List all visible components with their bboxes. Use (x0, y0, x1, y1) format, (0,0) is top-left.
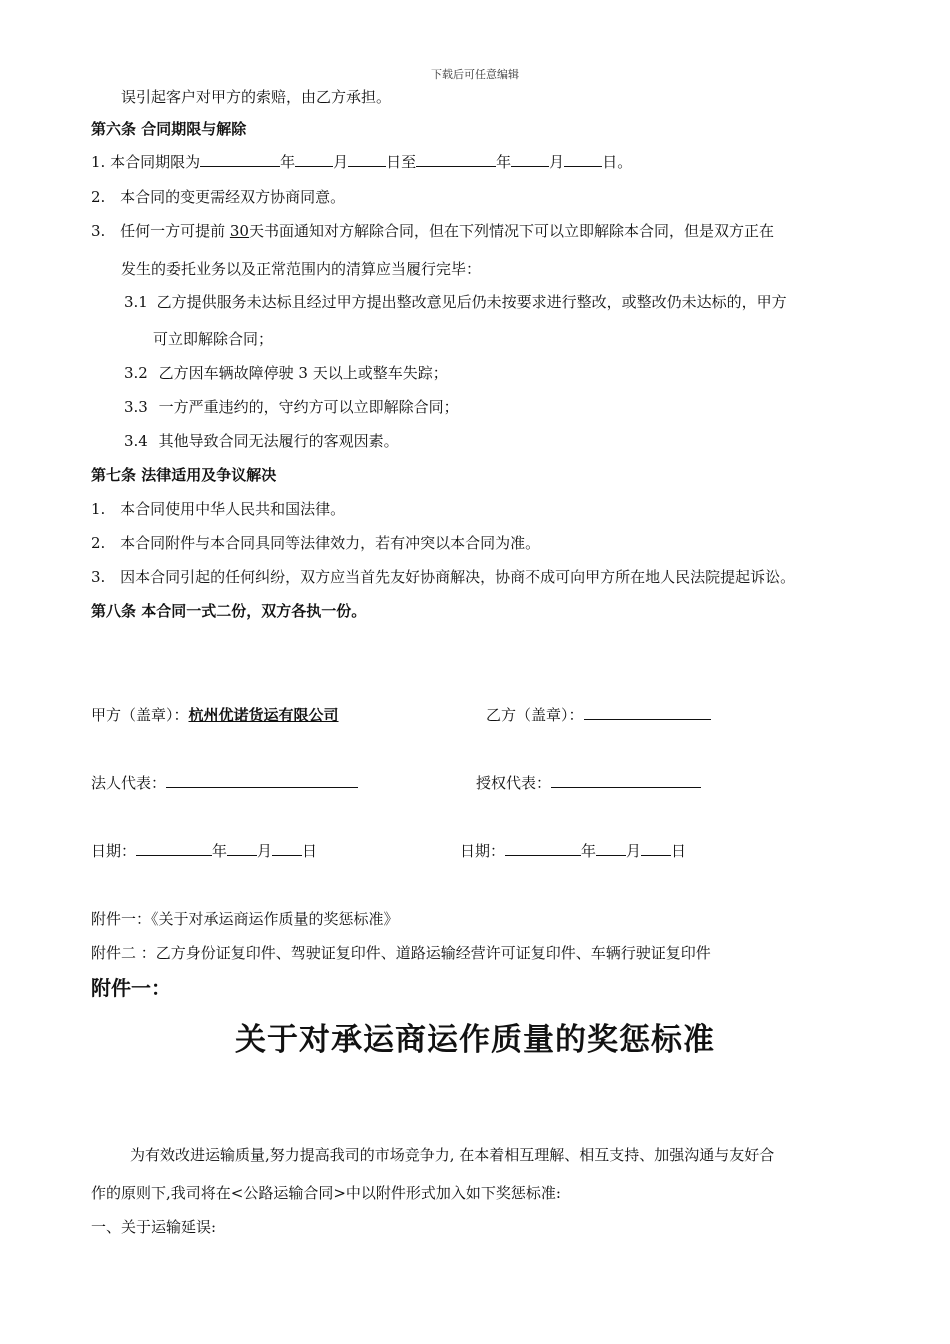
article6-sub2 (124, 362, 448, 383)
attachment-2: 附件二 ：乙方身份证复印件、驾驶证复印件、道路运输经营许可证复印件、车辆行驶证复印件 (91, 944, 711, 962)
item-text: 因本合同引起的任何纠纷，双方应当首先友好协商解决，协商不成可向甲方所在地人民法院提起诉讼。 (120, 568, 796, 586)
item-text: 本合同的变更需经双方协商同意。 (120, 188, 346, 206)
year-label: 年 (581, 842, 597, 860)
sub-text: 一方严重违约的，守约方可以立即解除合同； (158, 398, 459, 416)
month-label: 月 (257, 842, 273, 860)
authorized-rep-signature-line[interactable] (551, 786, 701, 788)
party-b-row (486, 704, 711, 725)
sub-number: 3.3 (124, 398, 148, 416)
blank-line[interactable] (227, 854, 257, 856)
item-number: 2. (91, 534, 106, 552)
item-number: 1. (91, 500, 106, 518)
sub-text: 乙方因车辆故障停驶 3 天以上或整车失踪； (158, 364, 448, 382)
article6-sub1-line2: 可立即解除合同； (153, 330, 274, 348)
party-a-name: 杭州优诺货运有限公司 (188, 706, 339, 724)
date-label: 日期： (91, 842, 137, 860)
blank-line[interactable] (348, 165, 386, 167)
sub-number: 3.4 (124, 432, 148, 450)
year-label: 年 (496, 153, 512, 171)
attachment-1: 附件一：《关于对承运商运作质量的奖惩标准》 (91, 910, 399, 928)
item-text: 任何一方可提前 (120, 222, 230, 240)
item-number: 3. (91, 568, 106, 586)
sub-text: 其他导致合同无法履行的客观因素。 (158, 432, 399, 450)
item-text: 本合同使用中华人民共和国法律。 (120, 500, 346, 518)
month-label: 月 (626, 842, 642, 860)
day-label: 日 (302, 842, 318, 860)
party-a-row (91, 704, 339, 725)
annex-paragraph-line2: 作的原则下,我司将在<公路运输合同>中以附件形式加入如下奖惩标准: (91, 1184, 561, 1202)
article6-item3 (91, 220, 774, 241)
legal-rep-row (91, 772, 358, 793)
day-label: 日至 (386, 153, 417, 171)
article6-title: 第六条 合同期限与解除 (91, 120, 247, 138)
blank-line[interactable] (596, 854, 626, 856)
party-b-signature-line[interactable] (584, 718, 711, 720)
article8-title: 第八条 本合同一式二份，双方各执一份。 (91, 602, 367, 620)
article6-item1 (91, 151, 632, 172)
date-row-b (460, 840, 686, 861)
blank-line[interactable] (505, 854, 581, 856)
article7-item1 (91, 498, 345, 519)
sub-text: 乙方提供服务未达标且经过甲方提出整改意见后仍未按要求进行整改，或整改仍未达标的，甲方 (156, 293, 787, 311)
date-row-a (91, 840, 317, 861)
sub-number: 3.2 (124, 364, 148, 382)
article7-title: 第七条 法律适用及争议解决 (91, 466, 277, 484)
annex-paragraph-line1: 为有效改进运输质量,努力提高我司的市场竞争力, 在本着相互理解、相互支持、加强沟通与友好合 (130, 1146, 775, 1164)
year-label: 年 (212, 842, 228, 860)
article7-item2 (91, 532, 540, 553)
legal-rep-signature-line[interactable] (166, 786, 358, 788)
item-number: 2. (91, 188, 106, 206)
annex-section1: 一、关于运输延误: (91, 1218, 217, 1236)
blank-line[interactable] (295, 165, 333, 167)
party-b-label: 乙方（盖章）： (486, 706, 584, 724)
article6-item3-line2: 发生的委托业务以及正常范围内的清算应当履行完毕： (121, 260, 482, 278)
day-label: 日。 (602, 153, 633, 171)
party-a-label: 甲方（盖章）： (91, 706, 189, 724)
item-text: 天书面通知对方解除合同，但在下列情况下可以立即解除本合同，但是双方正在 (248, 222, 774, 240)
page-header: 下载后可任意编辑 (431, 68, 519, 81)
article6-item2 (91, 186, 345, 207)
item-text: 本合同期限为 (110, 153, 201, 171)
article6-sub1 (124, 291, 787, 312)
day-label: 日 (671, 842, 687, 860)
article7-item3 (91, 566, 795, 587)
blank-line[interactable] (136, 854, 212, 856)
item-number: 1. (91, 153, 106, 171)
month-label: 月 (549, 153, 565, 171)
date-label: 日期： (460, 842, 506, 860)
blank-line[interactable] (564, 165, 602, 167)
item-text: 本合同附件与本合同具同等法律效力，若有冲突以本合同为准。 (120, 534, 541, 552)
blank-line[interactable] (641, 854, 671, 856)
item-number: 3. (91, 222, 106, 240)
blank-line[interactable] (511, 165, 549, 167)
notice-days: 30 (229, 222, 249, 240)
year-label: 年 (280, 153, 296, 171)
blank-line[interactable] (200, 165, 280, 167)
annex-heading: 附件一： (91, 976, 171, 1000)
blank-line[interactable] (416, 165, 496, 167)
legal-rep-label: 法人代表： (91, 774, 167, 792)
blank-line[interactable] (272, 854, 302, 856)
authorized-rep-row (476, 772, 701, 793)
article6-sub4 (124, 430, 399, 451)
authorized-rep-label: 授权代表： (476, 774, 552, 792)
intro-line: 误引起客户对甲方的索赔，由乙方承担。 (121, 88, 392, 106)
sub-number: 3.1 (124, 293, 148, 311)
article6-sub3 (124, 396, 459, 417)
annex-title: 关于对承运商运作质量的奖惩标准 (235, 1022, 715, 1058)
month-label: 月 (333, 153, 349, 171)
